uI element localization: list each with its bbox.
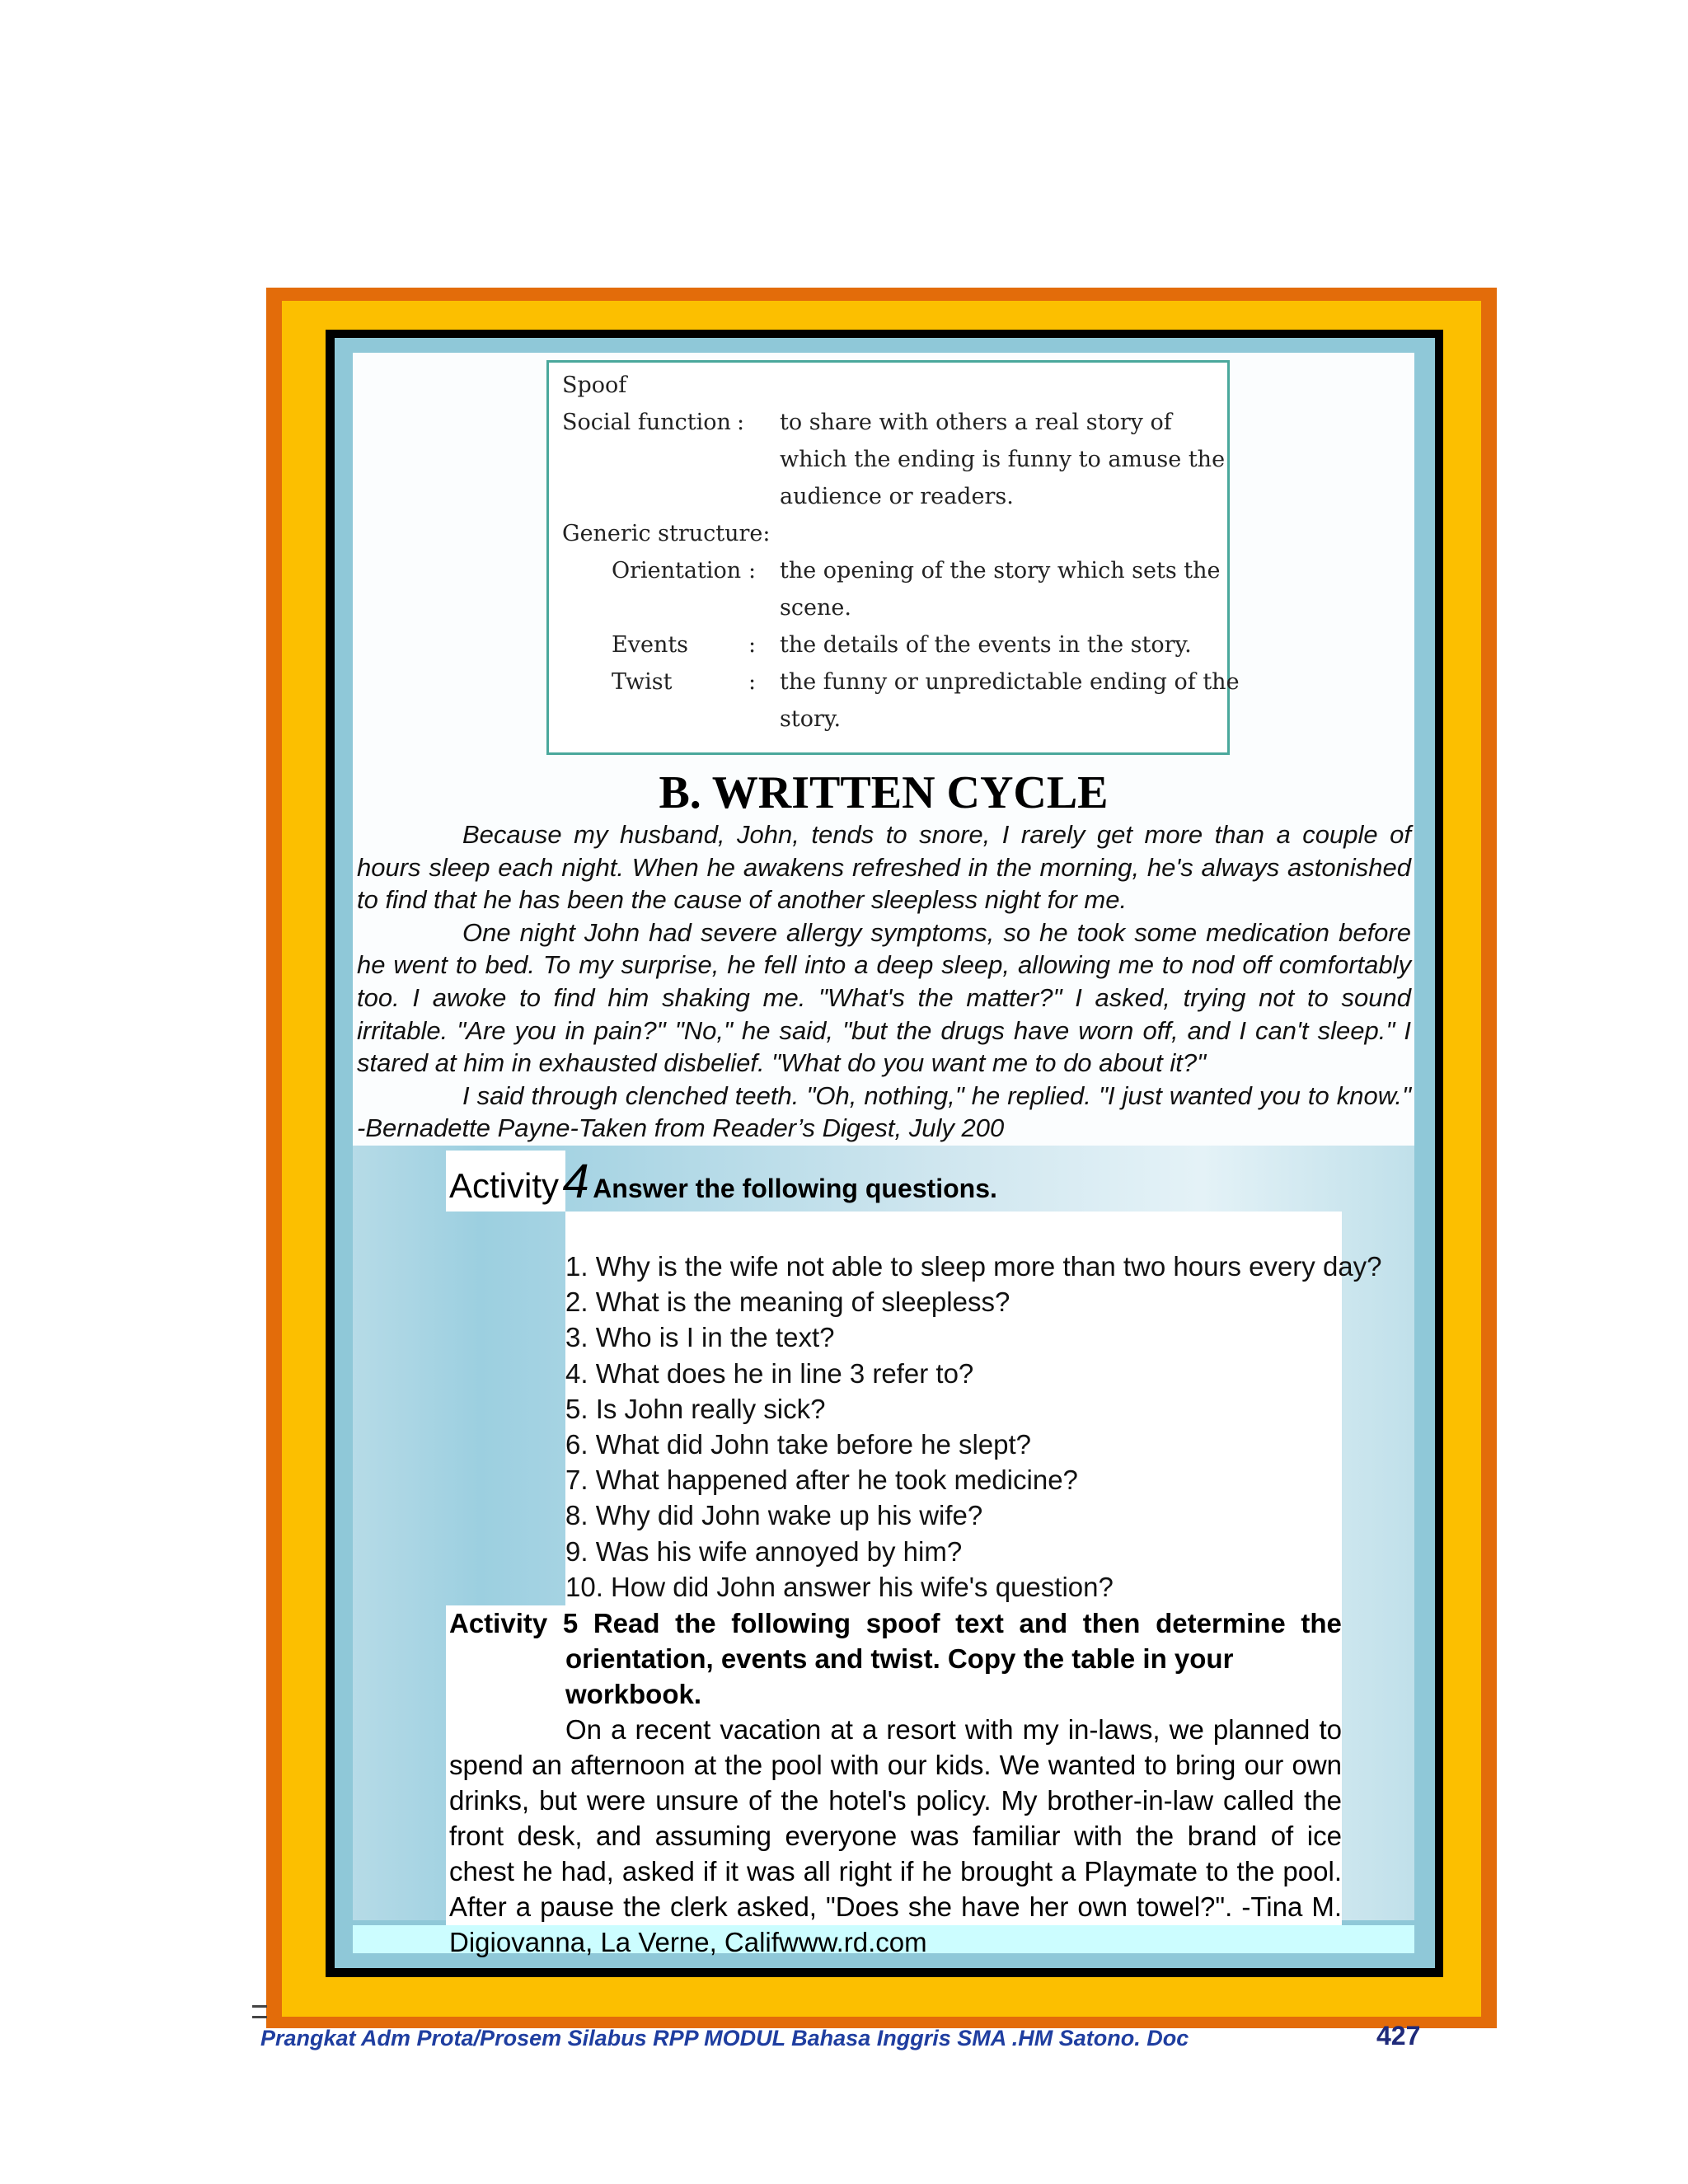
activity5-heading-word: the: [1301, 1608, 1342, 1638]
activity5-heading: [449, 1605, 1342, 1641]
question-item: 10. How did John answer his wife's question?: [565, 1571, 1114, 1602]
activity5-heading-line2: orientation, events and twist. Copy the table in your workbook.: [565, 1643, 1234, 1709]
activity4-number: 4: [562, 1155, 589, 1208]
question-item: 4. What does he in line 3 refer to?: [565, 1357, 974, 1389]
story-paragraph: I said through clenched teeth. "Oh, nothing," he replied. "I just wanted you to know." -Bernadette Payne-Taken from Reader’s Digest, July 200: [357, 1080, 1411, 1143]
colon: :: [748, 632, 757, 658]
colon: :: [737, 410, 745, 435]
story-paragraph: Because my husband, John, tends to snore, I rarely get more than a couple of hours sleep each night. When he awakens refreshed in the morning, he's always astonished to find that he has been the cause of another sleepless night for me.: [357, 820, 1411, 915]
question-item: 9. Was his wife annoyed by him?: [565, 1535, 963, 1567]
question-item: 8. Why did John wake up his wife?: [565, 1500, 983, 1531]
page-number: 427: [1376, 2021, 1421, 2050]
activity5: [449, 1605, 1342, 1960]
social-function-line: to share with others a real story of: [780, 410, 1172, 435]
question-item: 2. What is the meaning of sleepless?: [565, 1286, 1010, 1318]
colon: :: [748, 669, 757, 695]
activity5-heading-word: and: [1019, 1608, 1068, 1638]
footer-text: Prangkat Adm Prota/Prosem Silabus RPP MODUL Bahasa Inggris SMA .HM Satono. Doc: [260, 2026, 1189, 2050]
question-item: 1. Why is the wife not able to sleep more than two hours every day?: [565, 1251, 1382, 1282]
question-item: 5. Is John really sick?: [565, 1393, 826, 1424]
activity5-heading-word: following: [731, 1608, 851, 1638]
colon: :: [748, 558, 757, 583]
activity5-heading-word: determine: [1156, 1608, 1286, 1638]
activity5-heading-word: then: [1082, 1608, 1141, 1638]
question-item: 6. What did John take before he slept?: [565, 1429, 1032, 1460]
social-function-label: Social function: [562, 410, 731, 435]
orientation-line: the opening of the story which sets the: [780, 558, 1221, 583]
activity4-instruction: Answer the following questions.: [593, 1174, 997, 1203]
twist-line: story.: [780, 706, 842, 732]
footer-mark: [252, 2005, 267, 2018]
orientation-line: scene.: [780, 595, 851, 621]
events-text: the details of the events in the story.: [780, 632, 1192, 658]
events-label: Events: [612, 632, 689, 658]
activity5-heading-word: 5: [562, 1608, 579, 1638]
twist-label: Twist: [612, 669, 673, 695]
activity5-body: [449, 1712, 1342, 1960]
question-item: 7. What happened after he took medicine?: [565, 1465, 1078, 1496]
question-list: [565, 1249, 1382, 1605]
question-item: 3. Who is I in the text?: [565, 1322, 835, 1353]
generic-structure-label: Generic structure:: [562, 521, 771, 546]
spoof-definition-box: [546, 360, 1240, 755]
activity5-heading-word: Activity: [449, 1608, 548, 1638]
activity5-body-text: On a recent vacation at a resort with my in-laws, we planned to spend an afternoon at the pool with our kids. We wanted to bring our own drinks, but were unsure of the hotel's policy. My brother-in-law called the front desk, and assuming everyone was familiar with the brand of ice chest he had, asked if it was all right if he brought a Playmate to the pool. After a pause the clerk asked, "Does she have her own towel?". -Tina M. Digiovanna, La Verne, Califwww.rd.com: [449, 1714, 1342, 1957]
story-text: [357, 818, 1411, 1145]
activity5-heading-word: text: [955, 1608, 1004, 1638]
orientation-label: Orientation: [612, 558, 742, 583]
activity5-heading-word: Read: [593, 1608, 660, 1638]
spoof-title: Spoof: [562, 373, 627, 398]
activity5-heading-word: the: [675, 1608, 716, 1638]
social-function-line: audience or readers.: [780, 484, 1014, 509]
story-paragraph: One night John had severe allergy symptoms, so he took some medication before he went to bed. To my surprise, he fell into a deep sleep, allowing me to nod off comfortably too. I awoke to find him shaking me. "What's the matter?" I asked, trying not to sound irritable. "Are you in pain?" "No," he said, "but the drugs have worn off, and I can't sleep." I stared at him in exhausted disbelief. "What do you want me to do about it?": [357, 917, 1411, 1078]
social-function-line: which the ending is funny to amuse the: [780, 447, 1226, 472]
activity5-heading-word: spoof: [865, 1608, 940, 1638]
activity4-heading: [449, 1154, 997, 1209]
activity4-word: Activity: [449, 1166, 560, 1205]
twist-line: the funny or unpredictable ending of the: [780, 669, 1240, 695]
section-heading: B. WRITTEN CYCLE: [659, 767, 1109, 818]
